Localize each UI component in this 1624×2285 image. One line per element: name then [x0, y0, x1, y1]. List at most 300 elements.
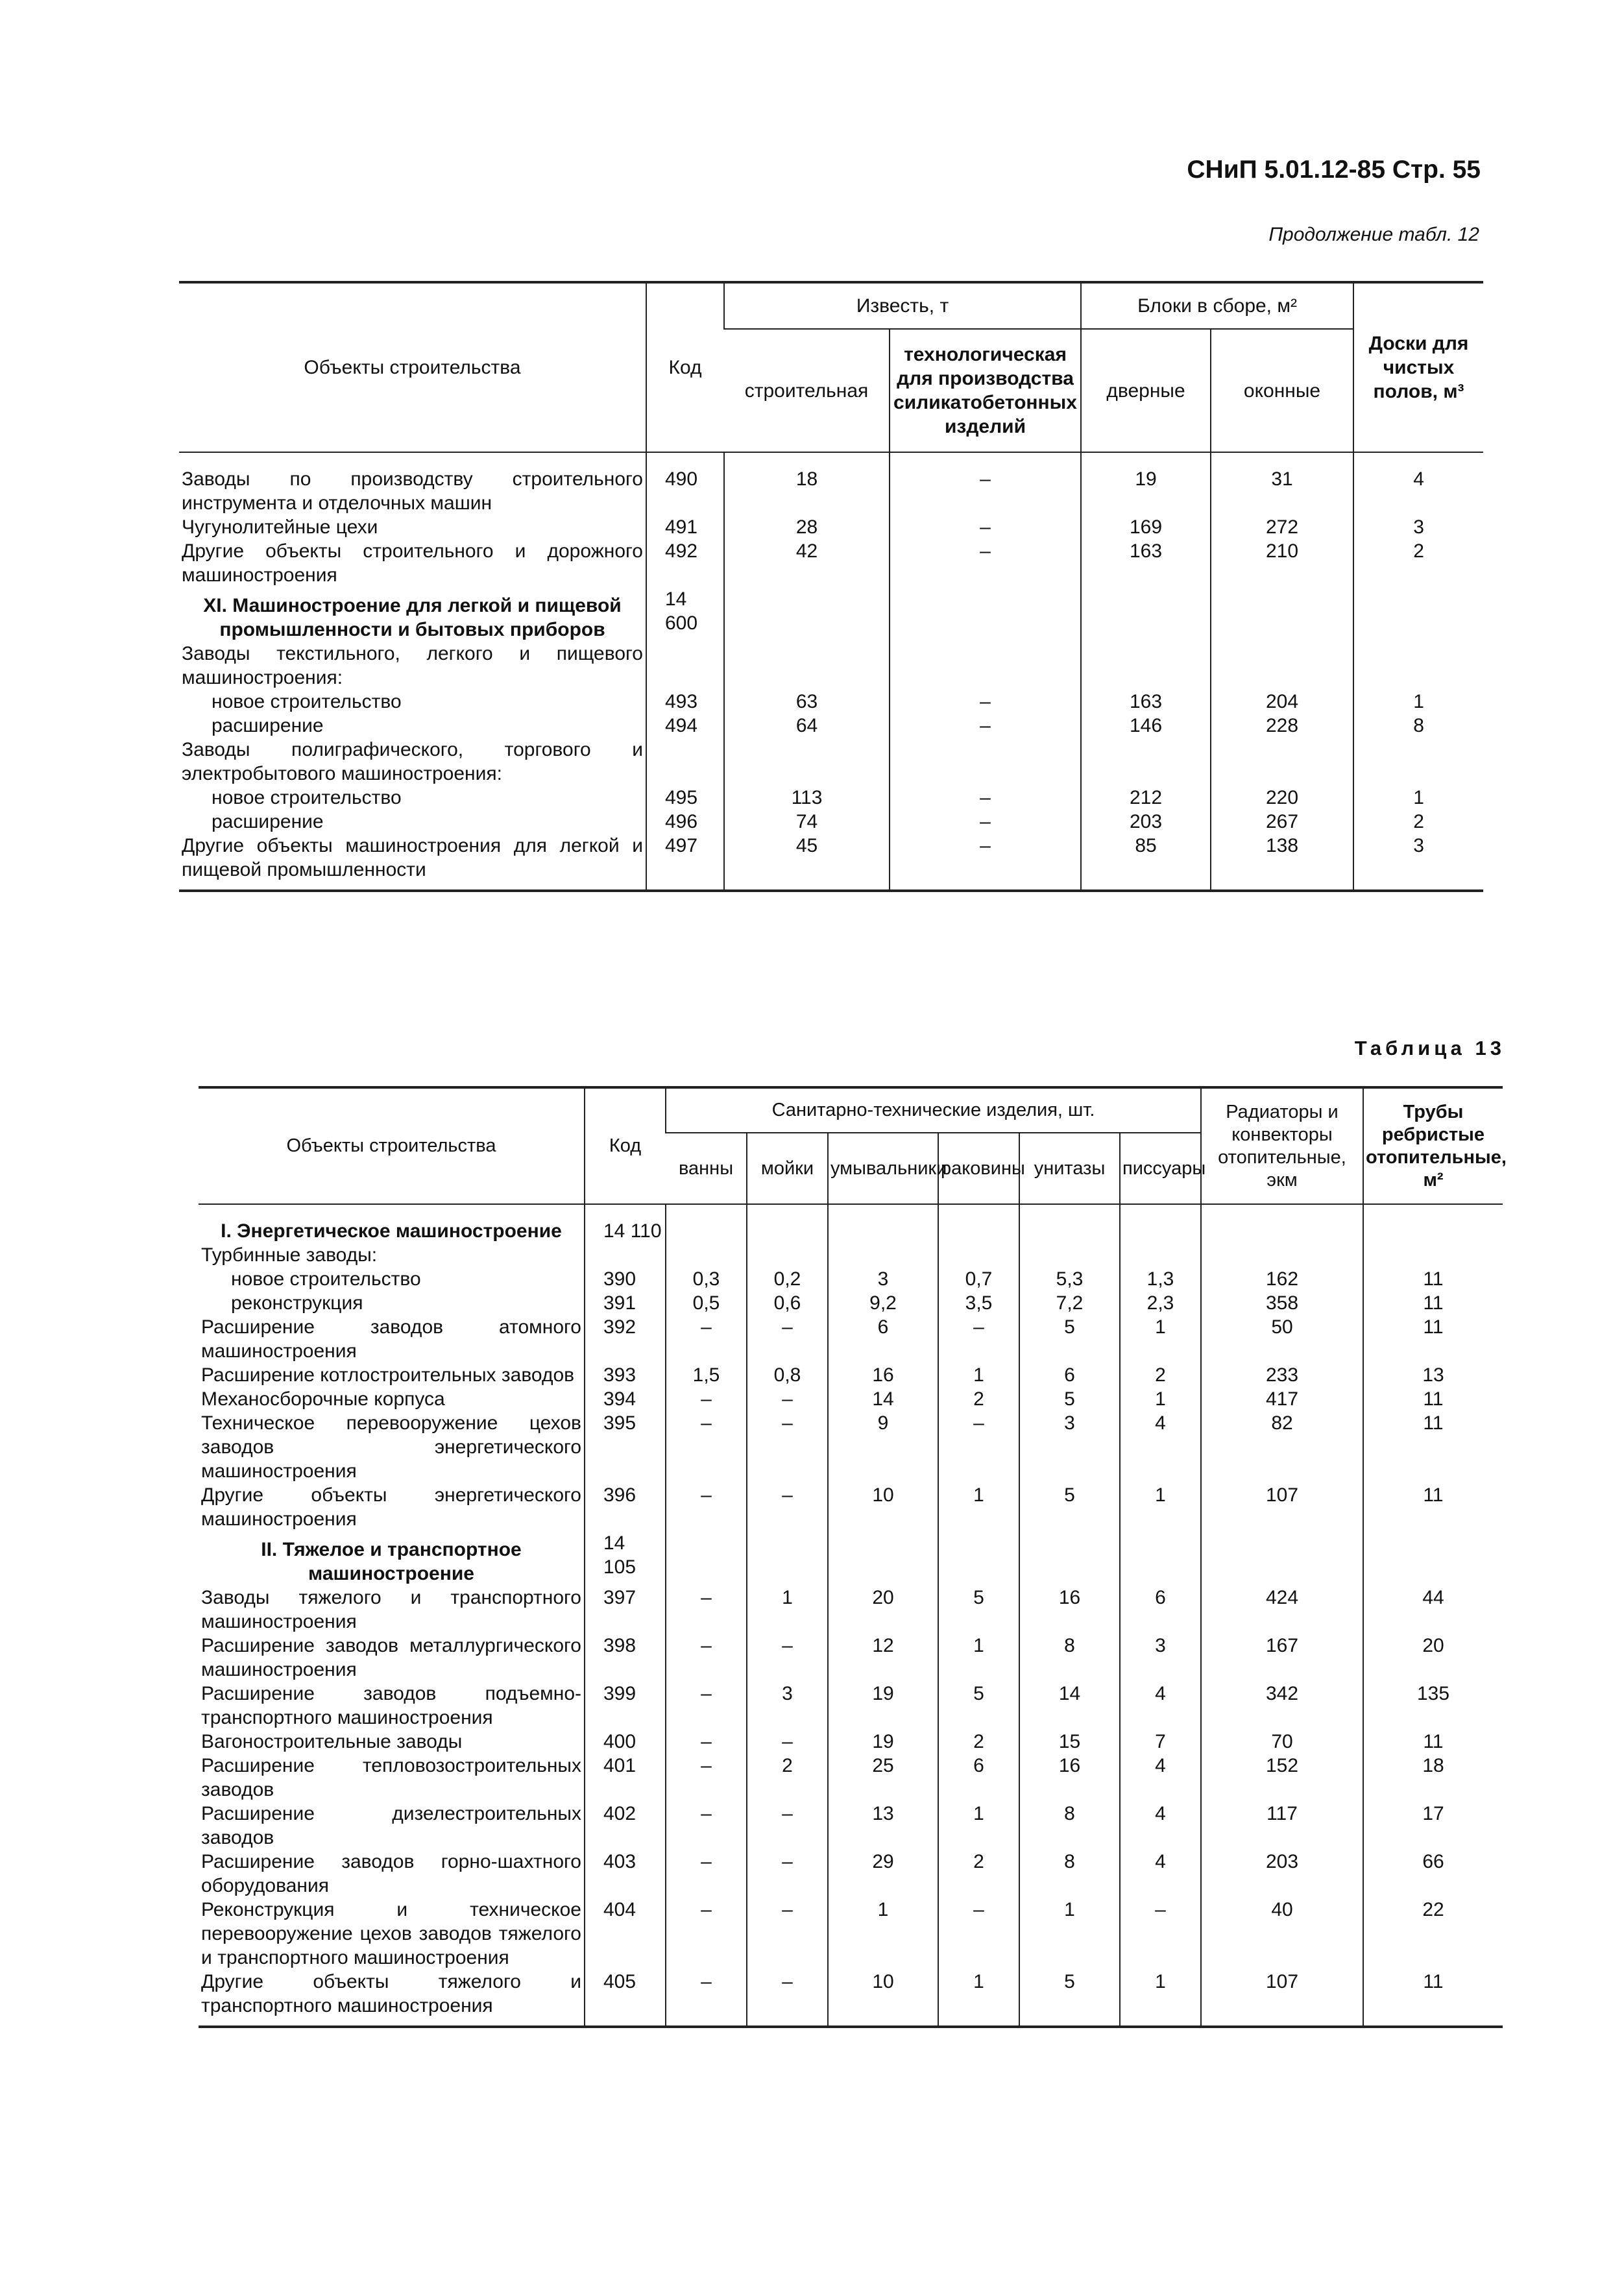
basins-cell — [938, 1243, 1019, 1267]
basins-cell: 1 — [938, 1634, 1019, 1682]
table-row — [179, 515, 1483, 539]
urinals-cell: – — [1120, 1898, 1201, 1970]
sinks-cell — [747, 1243, 828, 1267]
sinks-cell: – — [747, 1730, 828, 1754]
object-name-cell: Другие объекты тяжелого и транспортного машиностроения — [199, 1970, 585, 2027]
baths-cell — [666, 1531, 747, 1586]
table-row — [199, 1363, 1503, 1387]
washbasins-cell: 14 — [828, 1387, 938, 1411]
washbasins-cell: 20 — [828, 1586, 938, 1634]
door-cell: 85 — [1081, 834, 1211, 891]
toilets-cell: 7,2 — [1019, 1291, 1120, 1315]
window-cell: 210 — [1211, 539, 1353, 587]
pipes-cell: 22 — [1363, 1898, 1503, 1970]
washbasins-cell: 13 — [828, 1802, 938, 1850]
lime_t-cell — [890, 738, 1081, 786]
lime_t-cell: – — [890, 452, 1081, 515]
boards-cell: 4 — [1353, 452, 1483, 515]
lime_b-cell: 64 — [724, 714, 890, 738]
lime_t-cell: – — [890, 834, 1081, 891]
code-cell: 390 — [585, 1267, 666, 1291]
code-cell: 14 600 — [646, 587, 724, 642]
boards-cell: 3 — [1353, 515, 1483, 539]
baths-cell: 0,3 — [666, 1267, 747, 1291]
toilets-cell — [1019, 1531, 1120, 1586]
code-cell: 405 — [585, 1970, 666, 2027]
urinals-cell — [1120, 1243, 1201, 1267]
code-cell: 402 — [585, 1802, 666, 1850]
window-cell: 272 — [1211, 515, 1353, 539]
radiators-cell: 70 — [1201, 1730, 1363, 1754]
washbasins-cell: 16 — [828, 1363, 938, 1387]
code-cell: 393 — [585, 1363, 666, 1387]
door-cell: 19 — [1081, 452, 1211, 515]
code-cell: 490 — [646, 452, 724, 515]
sinks-cell: – — [747, 1970, 828, 2027]
object-name-cell: Расширение заводов металлургического машиностроения — [201, 1635, 581, 1680]
code-cell: 397 — [585, 1586, 666, 1634]
object-name-cell: Заводы полиграфического, торгового и электробытового машиностроения: — [182, 739, 643, 784]
table-row — [179, 539, 1483, 587]
sinks-cell: 2 — [747, 1754, 828, 1802]
baths-cell: – — [666, 1483, 747, 1531]
object-name-cell: расширение — [212, 811, 324, 832]
object-name-cell: Другие объекты строительного и дорожного машиностроения — [182, 540, 643, 586]
radiators-cell: 40 — [1201, 1898, 1363, 1970]
header-blocks-window: оконные — [1211, 329, 1353, 452]
urinals-cell: 3 — [1120, 1634, 1201, 1682]
sinks-cell — [747, 1531, 828, 1586]
basins-cell: 1 — [938, 1802, 1019, 1850]
washbasins-cell: 25 — [828, 1754, 938, 1802]
door-cell — [1081, 738, 1211, 786]
header-basins: раковины — [938, 1133, 1019, 1204]
header-washbasins: умывальники — [828, 1133, 938, 1204]
basins-cell: 6 — [938, 1754, 1019, 1802]
basins-cell: 1 — [938, 1483, 1019, 1531]
boards-cell: 8 — [1353, 714, 1483, 738]
door-cell: 146 — [1081, 714, 1211, 738]
baths-cell: – — [666, 1315, 747, 1363]
boards-cell: 1 — [1353, 690, 1483, 714]
washbasins-cell: 3 — [828, 1267, 938, 1291]
header-sanitary: Санитарно-технические изделия, шт. — [666, 1087, 1201, 1133]
lime_t-cell — [890, 587, 1081, 642]
object-name-cell: Чугунолитейные цехи — [182, 516, 378, 538]
code-cell: 495 — [646, 786, 724, 810]
table-row — [179, 834, 1483, 891]
table-row — [199, 1387, 1503, 1411]
washbasins-cell: 6 — [828, 1315, 938, 1363]
baths-cell: 0,5 — [666, 1291, 747, 1315]
urinals-cell: 6 — [1120, 1586, 1201, 1634]
object-name-cell: новое строительство — [231, 1268, 421, 1290]
urinals-cell: 1 — [1120, 1970, 1201, 2027]
toilets-cell: 16 — [1019, 1586, 1120, 1634]
code-cell: 399 — [585, 1682, 666, 1730]
pipes-cell — [1363, 1531, 1503, 1586]
section-row — [199, 1204, 1503, 1243]
sinks-cell — [747, 1204, 828, 1243]
urinals-cell — [1120, 1204, 1201, 1243]
baths-cell: – — [666, 1898, 747, 1970]
baths-cell: – — [666, 1682, 747, 1730]
object-name-cell: расширение — [212, 715, 324, 736]
header-lime-technological: технологическая для производства силикатобетонных изделий — [890, 329, 1081, 452]
urinals-cell: 1,3 — [1120, 1267, 1201, 1291]
header-baths: ванны — [666, 1133, 747, 1204]
radiators-cell: 167 — [1201, 1634, 1363, 1682]
table-row — [179, 786, 1483, 810]
urinals-cell: 2,3 — [1120, 1291, 1201, 1315]
sinks-cell: 0,2 — [747, 1267, 828, 1291]
object-name-cell: Расширение заводов атомного машиностроения — [201, 1316, 581, 1362]
code-cell: 396 — [585, 1483, 666, 1531]
boards-cell: 2 — [1353, 539, 1483, 587]
door-cell: 203 — [1081, 810, 1211, 834]
radiators-cell: 152 — [1201, 1754, 1363, 1802]
window-cell — [1211, 642, 1353, 690]
code-cell: 403 — [585, 1850, 666, 1898]
pipes-cell: 66 — [1363, 1850, 1503, 1898]
urinals-cell: 4 — [1120, 1411, 1201, 1483]
window-cell: 204 — [1211, 690, 1353, 714]
code-cell: 492 — [646, 539, 724, 587]
lime_b-cell: 18 — [724, 452, 890, 515]
object-name-cell: новое строительство — [212, 691, 402, 712]
pipes-cell: 11 — [1363, 1483, 1503, 1531]
pipes-cell: 11 — [1363, 1291, 1503, 1315]
radiators-cell: 424 — [1201, 1586, 1363, 1634]
washbasins-cell: 9,2 — [828, 1291, 938, 1315]
window-cell: 138 — [1211, 834, 1353, 891]
lime_b-cell: 45 — [724, 834, 890, 891]
toilets-cell: 8 — [1019, 1850, 1120, 1898]
urinals-cell: 2 — [1120, 1363, 1201, 1387]
baths-cell: – — [666, 1586, 747, 1634]
toilets-cell: 1 — [1019, 1898, 1120, 1970]
basins-cell: 3,5 — [938, 1291, 1019, 1315]
boards-cell — [1353, 642, 1483, 690]
baths-cell: – — [666, 1730, 747, 1754]
sinks-cell: 3 — [747, 1682, 828, 1730]
window-cell: 220 — [1211, 786, 1353, 810]
header-lime: Известь, т — [724, 282, 1081, 329]
toilets-cell: 15 — [1019, 1730, 1120, 1754]
pipes-cell: 13 — [1363, 1363, 1503, 1387]
object-name-cell: Заводы тяжелого и транспортного машиностроения — [201, 1587, 581, 1632]
toilets-cell: 8 — [1019, 1802, 1120, 1850]
pipes-cell: 11 — [1363, 1267, 1503, 1291]
urinals-cell: 4 — [1120, 1802, 1201, 1850]
code-cell: 400 — [585, 1730, 666, 1754]
table-row — [199, 1291, 1503, 1315]
code-cell: 401 — [585, 1754, 666, 1802]
basins-cell: – — [938, 1898, 1019, 1970]
radiators-cell: 82 — [1201, 1411, 1363, 1483]
header-pipes: Трубы ребристые отопительные, м² — [1363, 1087, 1503, 1204]
radiators-cell — [1201, 1531, 1363, 1586]
code-cell: 491 — [646, 515, 724, 539]
table-row — [199, 1483, 1503, 1531]
toilets-cell: 5 — [1019, 1483, 1120, 1531]
toilets-cell: 3 — [1019, 1411, 1120, 1483]
header-objects: Объекты строительства — [179, 282, 646, 452]
sinks-cell: 1 — [747, 1586, 828, 1634]
lime_b-cell: 63 — [724, 690, 890, 714]
window-cell: 31 — [1211, 452, 1353, 515]
washbasins-cell — [828, 1531, 938, 1586]
sinks-cell: 0,6 — [747, 1291, 828, 1315]
lime_b-cell: 113 — [724, 786, 890, 810]
basins-cell: – — [938, 1411, 1019, 1483]
table-row — [199, 1730, 1503, 1754]
table-row — [199, 1802, 1503, 1850]
lime_b-cell — [724, 642, 890, 690]
header-code: Код — [646, 282, 724, 452]
baths-cell — [666, 1204, 747, 1243]
urinals-cell: 1 — [1120, 1387, 1201, 1411]
sinks-cell: – — [747, 1483, 828, 1531]
pipes-cell: 18 — [1363, 1754, 1503, 1802]
washbasins-cell — [828, 1204, 938, 1243]
object-name-cell: II. Тяжелое и транспортное машиностроение — [261, 1539, 522, 1584]
header-toilets: унитазы — [1019, 1133, 1120, 1204]
basins-cell: 1 — [938, 1970, 1019, 2027]
pipes-cell: 20 — [1363, 1634, 1503, 1682]
header-radiators: Радиаторы и конвекторы отопительные, экм — [1201, 1087, 1363, 1204]
lime_t-cell: – — [890, 810, 1081, 834]
object-name-cell: Расширение дизелестроительных заводов — [201, 1803, 581, 1848]
table13-caption: Таблица 13 — [1354, 1037, 1505, 1059]
pipes-cell: 135 — [1363, 1682, 1503, 1730]
object-name-cell: Турбинные заводы: — [201, 1244, 378, 1266]
table-row — [199, 1243, 1503, 1267]
code-cell: 496 — [646, 810, 724, 834]
code-cell: 497 — [646, 834, 724, 891]
urinals-cell: 4 — [1120, 1850, 1201, 1898]
pipes-cell — [1363, 1204, 1503, 1243]
object-name-cell: Расширение котлостроительных заводов — [201, 1364, 575, 1386]
object-name-cell: Расширение заводов горно-шахтного оборудования — [201, 1851, 581, 1896]
urinals-cell: 4 — [1120, 1682, 1201, 1730]
table-row — [179, 714, 1483, 738]
boards-cell: 1 — [1353, 786, 1483, 810]
urinals-cell: 1 — [1120, 1315, 1201, 1363]
radiators-cell: 233 — [1201, 1363, 1363, 1387]
object-name-cell: XI. Машиностроение для легкой и пищевой промышленности и бытовых приборов — [203, 595, 622, 640]
code-cell — [646, 642, 724, 690]
washbasins-cell: 10 — [828, 1970, 938, 2027]
lime_b-cell — [724, 738, 890, 786]
code-cell: 14 105 — [585, 1531, 666, 1586]
table-row — [199, 1898, 1503, 1970]
washbasins-cell: 12 — [828, 1634, 938, 1682]
baths-cell: – — [666, 1411, 747, 1483]
door-cell — [1081, 587, 1211, 642]
toilets-cell: 5,3 — [1019, 1267, 1120, 1291]
basins-cell: 2 — [938, 1730, 1019, 1754]
door-cell: 163 — [1081, 539, 1211, 587]
object-name-cell: Техническое перевооружение цехов заводов энергетического машиностроения — [201, 1412, 581, 1482]
toilets-cell — [1019, 1243, 1120, 1267]
sinks-cell: – — [747, 1315, 828, 1363]
table12-caption: Продолжение табл. 12 — [1268, 224, 1479, 245]
radiators-cell: 342 — [1201, 1682, 1363, 1730]
lime_t-cell: – — [890, 690, 1081, 714]
urinals-cell: 7 — [1120, 1730, 1201, 1754]
radiators-cell: 358 — [1201, 1291, 1363, 1315]
table-row — [179, 452, 1483, 515]
code-cell: 404 — [585, 1898, 666, 1970]
code-cell: 398 — [585, 1634, 666, 1682]
table-row — [199, 1754, 1503, 1802]
sinks-cell: – — [747, 1850, 828, 1898]
page-header-reference: СНиП 5.01.12-85 Стр. 55 — [1187, 156, 1481, 184]
boards-cell: 3 — [1353, 834, 1483, 891]
sinks-cell: – — [747, 1898, 828, 1970]
code-cell: 14 110 — [585, 1204, 666, 1243]
code-cell: 392 — [585, 1315, 666, 1363]
basins-cell: 2 — [938, 1850, 1019, 1898]
radiators-cell: 417 — [1201, 1387, 1363, 1411]
pipes-cell: 11 — [1363, 1970, 1503, 2027]
lime_b-cell: 42 — [724, 539, 890, 587]
header-lime-building: строительная — [724, 329, 890, 452]
object-name-cell: Другие объекты энергетического машиностроения — [201, 1484, 581, 1530]
basins-cell: 1 — [938, 1363, 1019, 1387]
table-row — [199, 1850, 1503, 1898]
sinks-cell: – — [747, 1802, 828, 1850]
table-13 — [199, 1086, 1507, 2028]
lime_b-cell: 74 — [724, 810, 890, 834]
lime_b-cell — [724, 587, 890, 642]
table-row — [199, 1315, 1503, 1363]
header-blocks: Блоки в сборе, м² — [1081, 282, 1353, 329]
table-row — [199, 1970, 1503, 2027]
object-name-cell: Механосборочные корпуса — [201, 1388, 445, 1410]
section-row — [179, 587, 1483, 642]
pipes-cell: 11 — [1363, 1315, 1503, 1363]
radiators-cell: 107 — [1201, 1970, 1363, 2027]
baths-cell: – — [666, 1802, 747, 1850]
pipes-cell: 11 — [1363, 1387, 1503, 1411]
window-cell: 228 — [1211, 714, 1353, 738]
code-cell — [585, 1243, 666, 1267]
object-name-cell: Заводы текстильного, легкого и пищевого машиностроения: — [182, 643, 643, 688]
door-cell — [1081, 642, 1211, 690]
washbasins-cell — [828, 1243, 938, 1267]
table-row — [179, 642, 1483, 690]
code-cell — [646, 738, 724, 786]
table-row — [199, 1267, 1503, 1291]
lime_t-cell: – — [890, 539, 1081, 587]
washbasins-cell: 9 — [828, 1411, 938, 1483]
baths-cell: – — [666, 1970, 747, 2027]
basins-cell — [938, 1531, 1019, 1586]
header-urinals: писсуары — [1120, 1133, 1201, 1204]
lime_t-cell — [890, 642, 1081, 690]
code-cell: 394 — [585, 1387, 666, 1411]
baths-cell: – — [666, 1634, 747, 1682]
pipes-cell — [1363, 1243, 1503, 1267]
object-name-cell: Реконструкция и техническое перевооружение цехов заводов тяжелого и транспортного машиностроения — [201, 1899, 581, 1968]
radiators-cell: 162 — [1201, 1267, 1363, 1291]
lime_t-cell: – — [890, 714, 1081, 738]
radiators-cell — [1201, 1243, 1363, 1267]
header-objects: Объекты строительства — [199, 1087, 585, 1204]
radiators-cell: 117 — [1201, 1802, 1363, 1850]
window-cell — [1211, 738, 1353, 786]
sinks-cell: – — [747, 1411, 828, 1483]
radiators-cell: 203 — [1201, 1850, 1363, 1898]
urinals-cell: 4 — [1120, 1754, 1201, 1802]
baths-cell — [666, 1243, 747, 1267]
radiators-cell: 107 — [1201, 1483, 1363, 1531]
sinks-cell: – — [747, 1634, 828, 1682]
object-name-cell: новое строительство — [212, 787, 402, 808]
toilets-cell: 6 — [1019, 1363, 1120, 1387]
sinks-cell: 0,8 — [747, 1363, 828, 1387]
code-cell: 494 — [646, 714, 724, 738]
toilets-cell: 14 — [1019, 1682, 1120, 1730]
table-row — [199, 1634, 1503, 1682]
table-row — [199, 1411, 1503, 1483]
toilets-cell — [1019, 1204, 1120, 1243]
boards-cell: 2 — [1353, 810, 1483, 834]
window-cell — [1211, 587, 1353, 642]
lime_t-cell: – — [890, 786, 1081, 810]
radiators-cell: 50 — [1201, 1315, 1363, 1363]
basins-cell: – — [938, 1315, 1019, 1363]
pipes-cell: 11 — [1363, 1411, 1503, 1483]
basins-cell: 5 — [938, 1586, 1019, 1634]
lime_t-cell: – — [890, 515, 1081, 539]
section-row — [199, 1531, 1503, 1586]
baths-cell: 1,5 — [666, 1363, 747, 1387]
boards-cell — [1353, 738, 1483, 786]
table-row — [199, 1586, 1503, 1634]
urinals-cell: 1 — [1120, 1483, 1201, 1531]
toilets-cell: 5 — [1019, 1970, 1120, 2027]
radiators-cell — [1201, 1204, 1363, 1243]
object-name-cell: Вагоностроительные заводы — [201, 1731, 463, 1752]
object-name-cell: реконструкция — [231, 1292, 363, 1314]
basins-cell: 0,7 — [938, 1267, 1019, 1291]
code-cell: 395 — [585, 1411, 666, 1483]
boards-cell — [1353, 587, 1483, 642]
lime_b-cell: 28 — [724, 515, 890, 539]
toilets-cell: 5 — [1019, 1387, 1120, 1411]
urinals-cell — [1120, 1531, 1201, 1586]
header-boards: Доски для чистых полов, м³ — [1353, 282, 1483, 452]
object-name-cell: Другие объекты машиностроения для легкой и пищевой промышленности — [179, 834, 646, 891]
sinks-cell: – — [747, 1387, 828, 1411]
door-cell: 169 — [1081, 515, 1211, 539]
window-cell: 267 — [1211, 810, 1353, 834]
basins-cell: 5 — [938, 1682, 1019, 1730]
header-code: Код — [585, 1087, 666, 1204]
washbasins-cell: 29 — [828, 1850, 938, 1898]
baths-cell: – — [666, 1754, 747, 1802]
object-name-cell: Расширение заводов подъемно-транспортного машиностроения — [201, 1683, 581, 1728]
toilets-cell: 8 — [1019, 1634, 1120, 1682]
washbasins-cell: 19 — [828, 1730, 938, 1754]
pipes-cell: 44 — [1363, 1586, 1503, 1634]
table-row — [199, 1682, 1503, 1730]
code-cell: 391 — [585, 1291, 666, 1315]
header-sinks: мойки — [747, 1133, 828, 1204]
